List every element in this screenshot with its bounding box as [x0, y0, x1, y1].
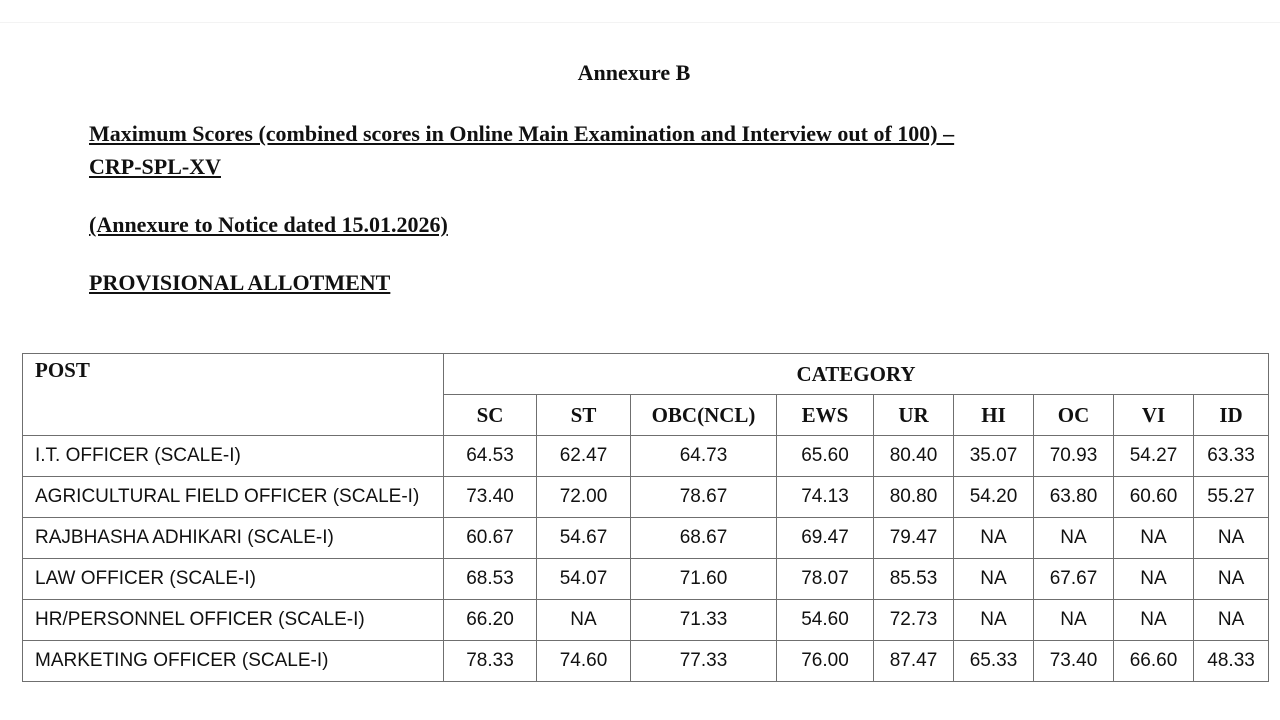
category-header: SC: [444, 395, 537, 436]
score-cell: 55.27: [1194, 477, 1269, 518]
notice-reference: (Annexure to Notice dated 15.01.2026): [89, 212, 448, 237]
category-header: ST: [537, 395, 631, 436]
score-cell: 76.00: [777, 641, 874, 682]
score-cell: 85.53: [874, 559, 954, 600]
score-cell: 62.47: [537, 436, 631, 477]
score-cell: NA: [954, 559, 1034, 600]
category-header: ID: [1194, 395, 1269, 436]
score-cell: NA: [1114, 518, 1194, 559]
score-cell: 72.00: [537, 477, 631, 518]
score-cell: 67.67: [1034, 559, 1114, 600]
score-cell: 66.60: [1114, 641, 1194, 682]
score-cell: 74.60: [537, 641, 631, 682]
post-column-header: POST: [23, 354, 444, 436]
score-cell: 63.80: [1034, 477, 1114, 518]
score-cell: 73.40: [444, 477, 537, 518]
score-cell: 60.60: [1114, 477, 1194, 518]
post-name-cell: AGRICULTURAL FIELD OFFICER (SCALE-I): [23, 477, 444, 518]
score-cell: NA: [1194, 559, 1269, 600]
category-group-header: CATEGORY: [444, 354, 1269, 395]
scores-heading: [89, 117, 1189, 183]
scores-heading-line-1: Maximum Scores (combined scores in Online Main Examination and Interview out of 100) –: [89, 121, 955, 146]
score-cell: 54.27: [1114, 436, 1194, 477]
score-cell: 87.47: [874, 641, 954, 682]
score-cell: 78.67: [631, 477, 777, 518]
post-name-cell: RAJBHASHA ADHIKARI (SCALE-I): [23, 518, 444, 559]
score-cell: 35.07: [954, 436, 1034, 477]
score-cell: 80.80: [874, 477, 954, 518]
score-cell: 66.20: [444, 600, 537, 641]
score-cell: NA: [1114, 600, 1194, 641]
score-cell: 69.47: [777, 518, 874, 559]
category-header: OBC(NCL): [631, 395, 777, 436]
score-cell: 64.73: [631, 436, 777, 477]
score-cell: NA: [1034, 518, 1114, 559]
score-cell: 78.33: [444, 641, 537, 682]
score-cell: 54.20: [954, 477, 1034, 518]
scores-heading-line-2: CRP-SPL-XV: [89, 154, 221, 179]
table-row: [23, 436, 1269, 477]
score-cell: NA: [1194, 600, 1269, 641]
score-cell: 68.67: [631, 518, 777, 559]
score-cell: 71.33: [631, 600, 777, 641]
allotment-heading: PROVISIONAL ALLOTMENT: [89, 270, 391, 295]
score-cell: 70.93: [1034, 436, 1114, 477]
score-cell: 71.60: [631, 559, 777, 600]
table-row: [23, 518, 1269, 559]
scores-table: [22, 353, 1269, 682]
score-cell: 54.60: [777, 600, 874, 641]
score-cell: 65.33: [954, 641, 1034, 682]
category-header: HI: [954, 395, 1034, 436]
category-header: EWS: [777, 395, 874, 436]
score-cell: 54.67: [537, 518, 631, 559]
score-cell: NA: [1034, 600, 1114, 641]
score-cell: 65.60: [777, 436, 874, 477]
score-cell: 72.73: [874, 600, 954, 641]
score-cell: 60.67: [444, 518, 537, 559]
table-row: [23, 600, 1269, 641]
score-cell: 54.07: [537, 559, 631, 600]
score-cell: 48.33: [1194, 641, 1269, 682]
score-cell: NA: [1114, 559, 1194, 600]
table-row: [23, 559, 1269, 600]
score-cell: NA: [537, 600, 631, 641]
post-name-cell: I.T. OFFICER (SCALE-I): [23, 436, 444, 477]
category-header: VI: [1114, 395, 1194, 436]
score-cell: NA: [1194, 518, 1269, 559]
table-header-row: [23, 354, 1269, 395]
document-title: Annexure B: [577, 60, 691, 85]
score-cell: 63.33: [1194, 436, 1269, 477]
score-cell: 73.40: [1034, 641, 1114, 682]
category-header: UR: [874, 395, 954, 436]
score-cell: NA: [954, 518, 1034, 559]
score-cell: 68.53: [444, 559, 537, 600]
score-cell: NA: [954, 600, 1034, 641]
category-header: OC: [1034, 395, 1114, 436]
table-row: [23, 641, 1269, 682]
score-cell: 64.53: [444, 436, 537, 477]
score-cell: 74.13: [777, 477, 874, 518]
post-name-cell: MARKETING OFFICER (SCALE-I): [23, 641, 444, 682]
score-cell: 79.47: [874, 518, 954, 559]
post-name-cell: LAW OFFICER (SCALE-I): [23, 559, 444, 600]
page-top-rule: [0, 22, 1280, 23]
score-cell: 78.07: [777, 559, 874, 600]
score-cell: 77.33: [631, 641, 777, 682]
score-cell: 80.40: [874, 436, 954, 477]
post-name-cell: HR/PERSONNEL OFFICER (SCALE-I): [23, 600, 444, 641]
table-row: [23, 477, 1269, 518]
